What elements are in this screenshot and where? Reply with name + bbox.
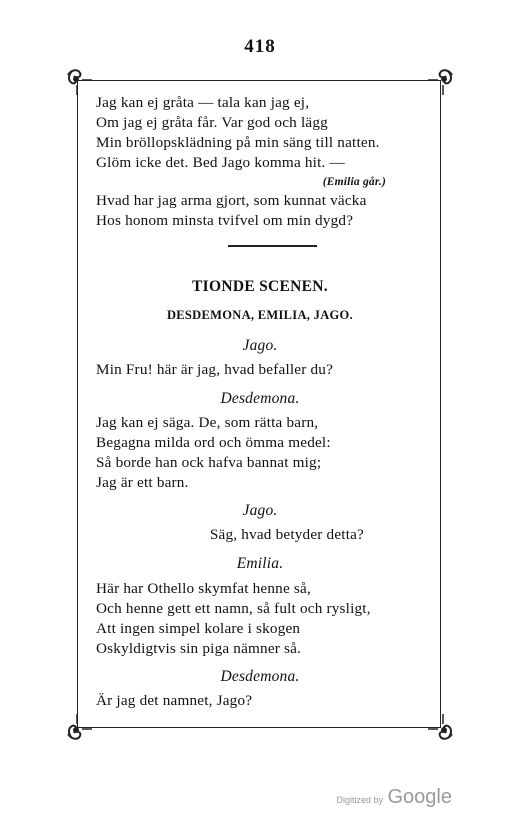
verse-line: Begagna milda ord och ömma medel: (96, 434, 331, 451)
cast-list: DESDEMONA, EMILIA, JAGO. (166, 308, 354, 322)
verse-line: Jag är ett barn. (96, 474, 189, 491)
digitized-by-label: Digitized by (336, 795, 384, 805)
verse-line: Min bröllopsklädning på min säng till natten. (96, 134, 380, 151)
verse-line: Så borde han ock hafva bannat mig; (96, 454, 322, 471)
corner-ornament-bottom-right (424, 710, 458, 744)
google-logo: Google (387, 786, 452, 808)
verse-line: Och henne gett ett namn, så fult och rysligt, (96, 600, 371, 617)
speaker-name: Jago. (242, 337, 278, 354)
verse-line: Säg, hvad betyder detta? (209, 526, 364, 543)
verse-line: Hvad har jag arma gjort, som kunnat väcka (96, 192, 367, 209)
corner-ornament-top-left (62, 65, 96, 99)
corner-ornament-bottom-left (62, 710, 96, 744)
digitized-watermark (0, 786, 452, 809)
verse-line: Min Fru! här är jag, hvad befaller du? (96, 361, 334, 378)
stage-direction: (Emilia går.) (322, 176, 386, 188)
scene-title: TIONDE SCENEN. (192, 278, 328, 295)
speaker-name: Desdemona. (220, 668, 300, 685)
verse-line: Jag kan ej säga. De, som rätta barn, (96, 414, 319, 431)
speaker-name: Desdemona. (220, 390, 300, 407)
verse-line: Att ingen simpel kolare i skogen (96, 620, 301, 637)
verse-line: Hos honom minsta tvifvel om min dygd? (96, 212, 354, 229)
section-divider (228, 245, 317, 247)
verse-line: Jag kan ej gråta — tala kan jag ej, (96, 94, 310, 111)
corner-ornament-top-right (424, 65, 458, 99)
speaker-name: Emilia. (236, 555, 284, 572)
verse-line: Är jag det namnet, Jago? (96, 692, 253, 709)
verse-line: Om jag ej gråta får. Var god och lägg (96, 114, 328, 131)
verse-line: Oskyldigtvis sin piga nämner så. (96, 640, 302, 657)
speaker-name: Jago. (242, 502, 278, 519)
verse-line: Här har Othello skymfat henne så, (96, 580, 311, 597)
page-number: 418 (244, 36, 276, 57)
verse-line: Glöm icke det. Bed Jago komma hit. — (96, 154, 345, 171)
